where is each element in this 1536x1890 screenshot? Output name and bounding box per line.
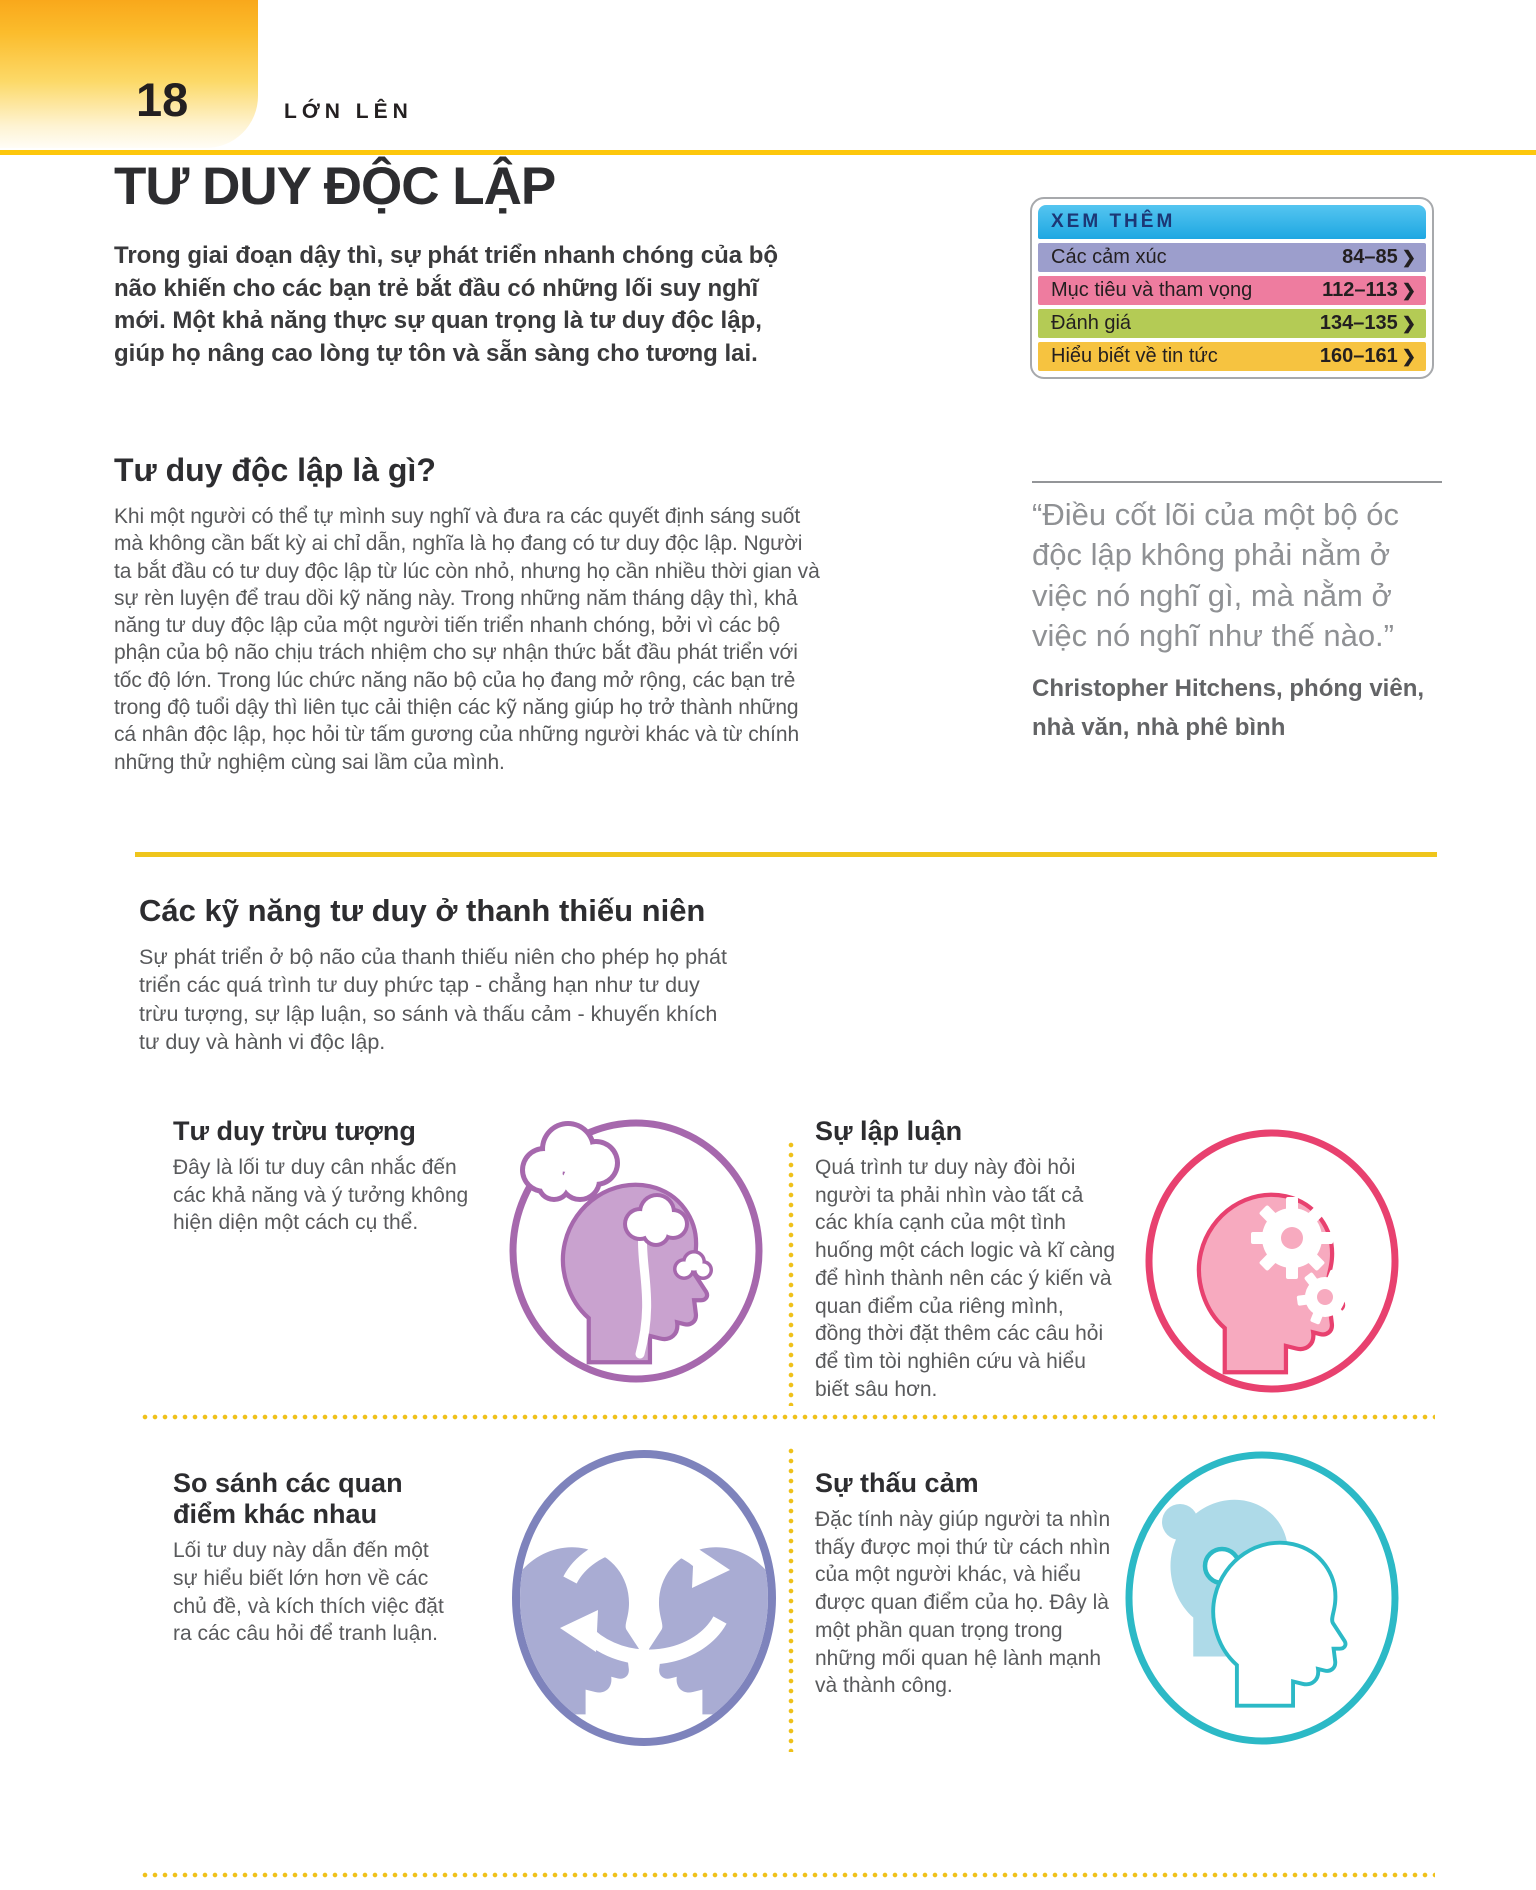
- chevron-right-icon: ❯: [1401, 247, 1416, 267]
- quote-rule: [1032, 481, 1442, 483]
- see-also-row-evaluation: [1038, 309, 1426, 338]
- see-also-pages: 160–161 ❯: [1319, 345, 1416, 367]
- chevron-right-icon: ❯: [1401, 313, 1416, 333]
- reasoning-gears-icon: [1142, 1126, 1402, 1401]
- quadrant-abstract-thinking: [173, 1116, 469, 1237]
- header-rule: [0, 150, 1536, 155]
- see-also-label: Mục tiêu và tham vọng: [1051, 279, 1253, 301]
- quadrant-heading: Sự thấu cảm: [815, 1468, 979, 1498]
- dotted-divider-horizontal-bottom: [140, 1872, 1435, 1878]
- see-also-pages: 84–85 ❯: [1342, 246, 1416, 268]
- chapter-tab: [0, 0, 258, 148]
- quote-text: “Điều cốt lõi của một bộ óc độc lập không phải nằm ở việc nó nghĩ gì, mà nằm ở việc nó nghĩ như thế nào.”: [1032, 497, 1400, 653]
- see-also-pages: 134–135 ❯: [1319, 312, 1416, 334]
- see-also-row-emotions: [1038, 243, 1426, 272]
- dotted-divider-vertical-bottom: [788, 1446, 794, 1752]
- empathy-icon: [1122, 1448, 1402, 1753]
- dotted-divider-horizontal: [140, 1414, 1435, 1420]
- quote-attribution: Christopher Hitchens, phóng viên, nhà văn, nhà phê bình: [1032, 675, 1425, 742]
- dotted-divider-vertical-top: [788, 1140, 794, 1406]
- pull-quote: [1032, 481, 1442, 748]
- section-heading-skills: Các kỹ năng tư duy ở thanh thiếu niên: [139, 893, 706, 928]
- chevron-right-icon: ❯: [1401, 280, 1416, 300]
- see-also-row-goals: [1038, 276, 1426, 305]
- quadrant-body: Quá trình tư duy này đòi hỏi người ta phải nhìn vào tất cả các khía cạnh của một tình huống một cách logic và kĩ càng để hình thành nên các ý kiến và quan điểm của riêng mình, đồng thời đặt thêm các câu hỏi để tìm tòi nghiên cứu và hiểu biết sâu hơn.: [815, 1156, 1116, 1401]
- intro-paragraph: Trong giai đoạn dậy thì, sự phát triển nhanh chóng của bộ não khiến cho các bạn trẻ bắt đầu có những lối suy nghĩ mới. Một khả năng thực sự quan trọng là tư duy độc lập, giúp họ nâng cao lòng tự tôn và sẵn sàng cho tương lai.: [114, 242, 779, 367]
- gear-large: [1251, 1197, 1333, 1279]
- page-title: TƯ DUY ĐỘC LẬP: [114, 157, 556, 216]
- quadrant-heading: Tư duy trừu tượng: [173, 1116, 416, 1146]
- section-heading-definition: Tư duy độc lập là gì?: [114, 452, 436, 488]
- quadrant-empathy: [815, 1468, 1127, 1700]
- chapter-label: LỚN LÊN: [284, 100, 413, 123]
- see-also-header: XEM THÊM: [1038, 205, 1426, 239]
- quadrant-reasoning: [815, 1116, 1115, 1404]
- see-also-label: Đánh giá: [1051, 312, 1132, 334]
- skills-intro: Sự phát triển ở bộ não của thanh thiếu niên cho phép họ phát triển các quá trình tư duy phức tạp - chẳng hạn như tư duy trừu tượng, sự lập luận, so sánh và thấu cảm - khuyến khích tư duy và hành vi độc lập.: [139, 945, 727, 1055]
- quadrant-body: Đây là lối tư duy cân nhắc đến các khả năng và ý tưởng không hiện diện một cách cụ thể.: [173, 1156, 469, 1235]
- section-divider: [135, 852, 1437, 857]
- comparing-viewpoints-icon: [508, 1446, 780, 1755]
- quadrant-body: Lối tư duy này dẫn đến một sự hiểu biết lớn hơn về các chủ đề, và kích thích việc đặt ra các câu hỏi để tranh luận.: [173, 1539, 444, 1646]
- abstract-thinking-icon: [506, 1116, 766, 1391]
- see-also-row-news-literacy: [1038, 342, 1426, 371]
- page-number: 18: [136, 73, 189, 126]
- quadrant-body: Đặc tính này giúp người ta nhìn thấy được mọi thứ từ cách nhìn của một người khác, và hiểu được quan điểm của họ. Đây là một phần quan trọng trong những mối quan hệ lành mạnh và thành công.: [815, 1508, 1111, 1698]
- chevron-right-icon: ❯: [1401, 346, 1416, 366]
- quadrant-comparing-viewpoints: [173, 1468, 451, 1648]
- quadrant-heading: So sánh các quan điểm khác nhau: [173, 1468, 403, 1530]
- see-also-label: Hiểu biết về tin tức: [1051, 345, 1218, 367]
- see-also-box: [1030, 197, 1434, 379]
- quadrant-heading: Sự lập luận: [815, 1116, 963, 1146]
- definition-body: Khi một người có thể tự mình suy nghĩ và đưa ra các quyết định sáng suốt mà không cần bất kỳ ai chỉ dẫn, nghĩa là họ đang có tư duy độc lập. Người ta bắt đầu có tư duy độc lập từ lúc còn nhỏ, nhưng họ cần nhiều thời gian và sự rèn luyện để trau dồi kỹ năng này. Trong những năm tháng dậy thì, khả năng tư duy độc lập của một người tiến triển nhanh chóng, bởi vì các bộ phận của bộ não chịu trách nhiệm cho sự nhận thức bắt đầu phát triển với tốc độ lớn. Trong lúc chức năng não bộ của họ đang mở rộng, các bạn trẻ trong độ tuổi dậy thì liên tục cải thiện các kỹ năng giúp họ trở thành những cá nhân độc lập, học hỏi từ tấm gương của những người khác và từ chính những thử nghiệm cùng sai lầm của mình.: [114, 505, 820, 774]
- see-also-pages: 112–113 ❯: [1322, 279, 1416, 301]
- see-also-label: Các cảm xúc: [1051, 246, 1167, 268]
